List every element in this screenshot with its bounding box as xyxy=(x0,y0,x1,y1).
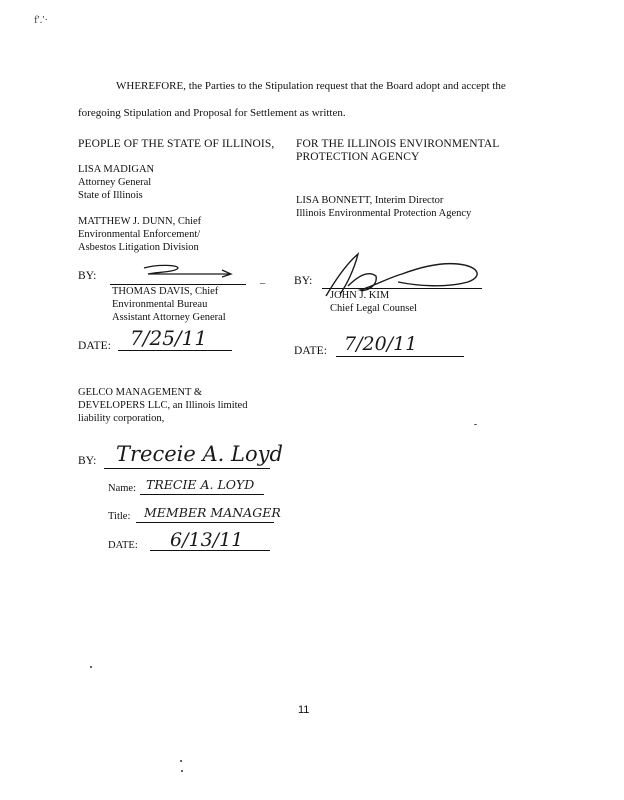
davis-title-2: Assistant Attorney General xyxy=(112,312,226,323)
gelco-date-label: DATE: xyxy=(108,540,138,551)
gelco-date-line xyxy=(150,550,270,551)
right-date-line xyxy=(336,356,464,357)
ag-title-2: State of Illinois xyxy=(78,190,143,201)
left-by-label: BY: xyxy=(78,270,97,282)
right-date-value: 7/20/11 xyxy=(344,333,418,355)
stray-dot xyxy=(181,770,183,772)
intro-line-1: WHEREFORE, the Parties to the Stipulation request that the Board adopt and accept the xyxy=(116,80,506,92)
title-line xyxy=(136,522,274,523)
left-date-value: 7/25/11 xyxy=(130,326,208,350)
stray-dot xyxy=(90,666,92,668)
gelco-signature-line xyxy=(104,468,270,469)
stray-dot xyxy=(180,760,182,762)
title-label: Title: xyxy=(108,511,131,522)
page-number: 11 xyxy=(298,704,310,716)
name-line xyxy=(140,494,264,495)
intro-line-2: foregoing Stipulation and Proposal for Settlement as written. xyxy=(78,107,346,119)
gelco-line-1: GELCO MANAGEMENT & xyxy=(78,387,203,398)
chief-title-2: Asbestos Litigation Division xyxy=(78,242,199,253)
davis-signature xyxy=(118,262,248,286)
right-signature-line xyxy=(322,288,482,289)
gelco-line-2: DEVELOPERS LLC, an Illinois limited xyxy=(78,400,248,411)
gelco-line-3: liability corporation, xyxy=(78,413,165,424)
left-dash: – xyxy=(260,278,266,289)
right-date-label: DATE: xyxy=(294,345,328,357)
chief-title-1: Environmental Enforcement/ xyxy=(78,229,201,240)
stray-dot xyxy=(474,424,477,425)
gelco-by-label: BY: xyxy=(78,455,97,467)
director-name: LISA BONNETT, Interim Director xyxy=(296,195,444,206)
left-date-label: DATE: xyxy=(78,340,112,352)
right-party-2: PROTECTION AGENCY xyxy=(296,151,420,163)
left-signature-line xyxy=(110,284,246,285)
name-value: TRECIE A. LOYD xyxy=(146,477,255,492)
chief-name: MATTHEW J. DUNN, Chief xyxy=(78,216,202,227)
ag-title-1: Attorney General xyxy=(78,177,152,188)
gelco-signature: Treceie A. Loyd xyxy=(116,442,283,466)
right-by-label: BY: xyxy=(294,275,313,287)
ag-name: LISA MADIGAN xyxy=(78,164,155,175)
agency-name: Illinois Environmental Protection Agency xyxy=(296,208,472,219)
stray-mark: f'.'· xyxy=(34,14,49,26)
kim-title: Chief Legal Counsel xyxy=(330,303,417,314)
kim-name: JOHN J. KIM xyxy=(330,290,390,301)
right-party-1: FOR THE ILLINOIS ENVIRONMENTAL xyxy=(296,138,500,150)
title-value: MEMBER MANAGER xyxy=(144,505,281,520)
left-party: PEOPLE OF THE STATE OF ILLINOIS, xyxy=(78,138,275,150)
left-date-line xyxy=(118,350,232,351)
name-label: Name: xyxy=(108,483,136,494)
gelco-date-value: 6/13/11 xyxy=(170,529,244,551)
davis-name: THOMAS DAVIS, Chief xyxy=(112,286,219,297)
davis-title-1: Environmental Bureau xyxy=(112,299,208,310)
